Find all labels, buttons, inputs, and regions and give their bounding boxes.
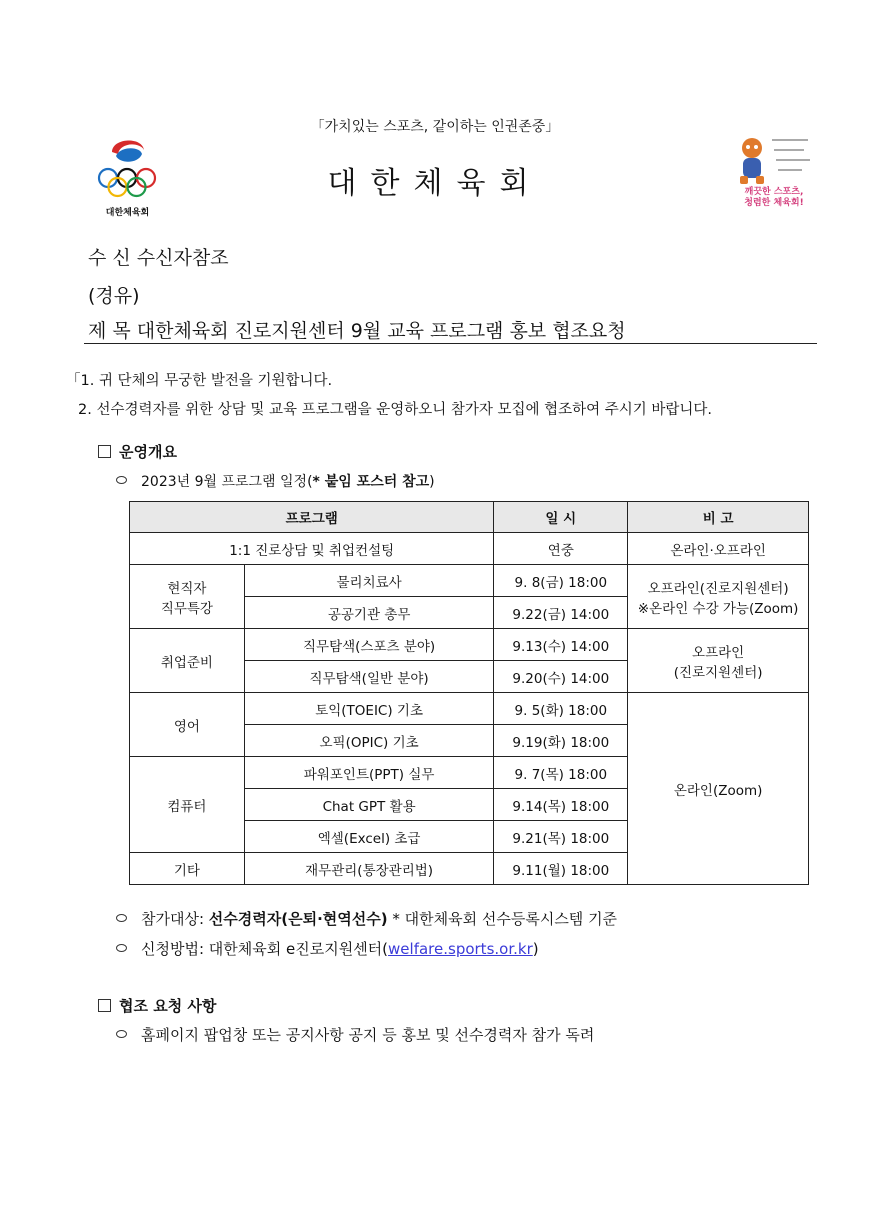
cell-program: 공공기관 총무	[244, 597, 494, 629]
apply-suffix: )	[532, 940, 539, 958]
subject-line: 제 목 대한체육회 진로지원센터 9월 교육 프로그램 홍보 협조요청	[88, 320, 626, 342]
header-date: 일 시	[494, 502, 628, 533]
bullet-suffix: )	[429, 474, 435, 490]
cell-group: 컴퓨터	[130, 757, 245, 853]
cell-note: 온라인(Zoom)	[628, 693, 809, 885]
cell-program: 직무탐색(일반 분야)	[244, 661, 494, 693]
cell-program: 토익(TOEIC) 기초	[244, 693, 494, 725]
apply-bullet	[116, 938, 539, 959]
cell-program: Chat GPT 활용	[244, 789, 494, 821]
table-header-row	[130, 502, 809, 533]
cell-note: 온라인·오프라인	[628, 533, 809, 565]
circle-bullet-icon	[116, 1030, 127, 1038]
schedule-table	[129, 501, 809, 885]
org-title: 대한체육회	[327, 166, 543, 201]
cell-note: 오프라인(진로지원센터) ※온라인 수강 가능(Zoom)	[628, 565, 809, 629]
logo-caption: 대한체육회	[105, 208, 150, 218]
table-row	[130, 533, 809, 565]
table-row	[130, 693, 809, 725]
bullet-text: 2023년 9월 프로그램 일정(	[141, 474, 313, 490]
table-row	[130, 629, 809, 661]
section-cooperation-heading	[98, 995, 216, 1016]
section-overview-heading	[98, 441, 177, 462]
section-title: 운영개요	[119, 443, 177, 461]
slogan: 「가치있는 스포츠, 같이하는 인권존중」	[310, 119, 560, 135]
paragraph-1: 「1. 귀 단체의 무궁한 발전을 기원합니다.	[66, 373, 333, 389]
cell-date: 9.19(화) 18:00	[494, 725, 628, 757]
cell-program: 1:1 진로상담 및 취업컨설팅	[130, 533, 494, 565]
via-line: (경유)	[88, 285, 140, 307]
schedule-bullet	[116, 471, 435, 491]
apply-label: 신청방법: 대한체육회 e진로지원센터(	[141, 940, 389, 958]
checkbox-square-icon	[98, 445, 111, 458]
header-program: 프로그램	[130, 502, 494, 533]
olympic-rings-icon	[90, 132, 165, 204]
cell-program: 파워포인트(PPT) 실무	[244, 757, 494, 789]
target-label: 참가대상:	[141, 910, 209, 928]
cell-date: 9. 7(목) 18:00	[494, 757, 628, 789]
circle-bullet-icon	[116, 914, 127, 922]
cell-group: 취업준비	[130, 629, 245, 693]
target-suffix: * 대한체육회 선수등록시스템 기준	[387, 910, 618, 928]
mascot-icon	[728, 132, 820, 187]
campaign-slogan: 깨끗한 스포츠, 청렴한 체육회!	[744, 187, 804, 208]
target-bullet	[116, 908, 617, 929]
cell-date: 연중	[494, 533, 628, 565]
cell-date: 9.14(목) 18:00	[494, 789, 628, 821]
checkbox-square-icon	[98, 999, 111, 1012]
table-row	[130, 565, 809, 597]
recipient-line: 수 신 수신자참조	[88, 247, 229, 269]
cell-program: 재무관리(통장관리법)	[244, 853, 494, 885]
circle-bullet-icon	[116, 476, 127, 484]
cell-date: 9.22(금) 14:00	[494, 597, 628, 629]
cell-date: 9. 5(화) 18:00	[494, 693, 628, 725]
bullet-text: 홈페이지 팝업창 또는 공지사항 공지 등 홍보 및 선수경력자 참가 독려	[141, 1026, 595, 1044]
header-note: 비 고	[628, 502, 809, 533]
cell-program: 엑셀(Excel) 초급	[244, 821, 494, 853]
cell-date: 9. 8(금) 18:00	[494, 565, 628, 597]
cell-date: 9.13(수) 14:00	[494, 629, 628, 661]
cell-program: 오픽(OPIC) 기초	[244, 725, 494, 757]
cell-program: 직무탐색(스포츠 분야)	[244, 629, 494, 661]
apply-link[interactable]: welfare.sports.or.kr	[388, 940, 533, 958]
section-title: 협조 요청 사항	[119, 997, 217, 1015]
sports-council-logo	[90, 132, 165, 222]
cooperation-bullet	[116, 1024, 594, 1045]
divider	[84, 343, 817, 344]
cell-date: 9.21(목) 18:00	[494, 821, 628, 853]
paragraph-2: 2. 선수경력자를 위한 상담 및 교육 프로그램을 운영하오니 참가자 모집에 협조하여 주시기 바랍니다.	[78, 402, 713, 418]
target-bold: 선수경력자(은퇴·현역선수)	[208, 910, 388, 928]
cell-group: 기타	[130, 853, 245, 885]
cell-date: 9.20(수) 14:00	[494, 661, 628, 693]
campaign-mascot-logo	[728, 132, 820, 222]
cell-group: 현직자 직무특강	[130, 565, 245, 629]
bullet-bold-text: * 붙임 포스터 참고	[312, 474, 430, 490]
cell-group: 영어	[130, 693, 245, 757]
cell-note: 오프라인 (진로지원센터)	[628, 629, 809, 693]
cell-program: 물리치료사	[244, 565, 494, 597]
cell-date: 9.11(월) 18:00	[494, 853, 628, 885]
circle-bullet-icon	[116, 944, 127, 952]
